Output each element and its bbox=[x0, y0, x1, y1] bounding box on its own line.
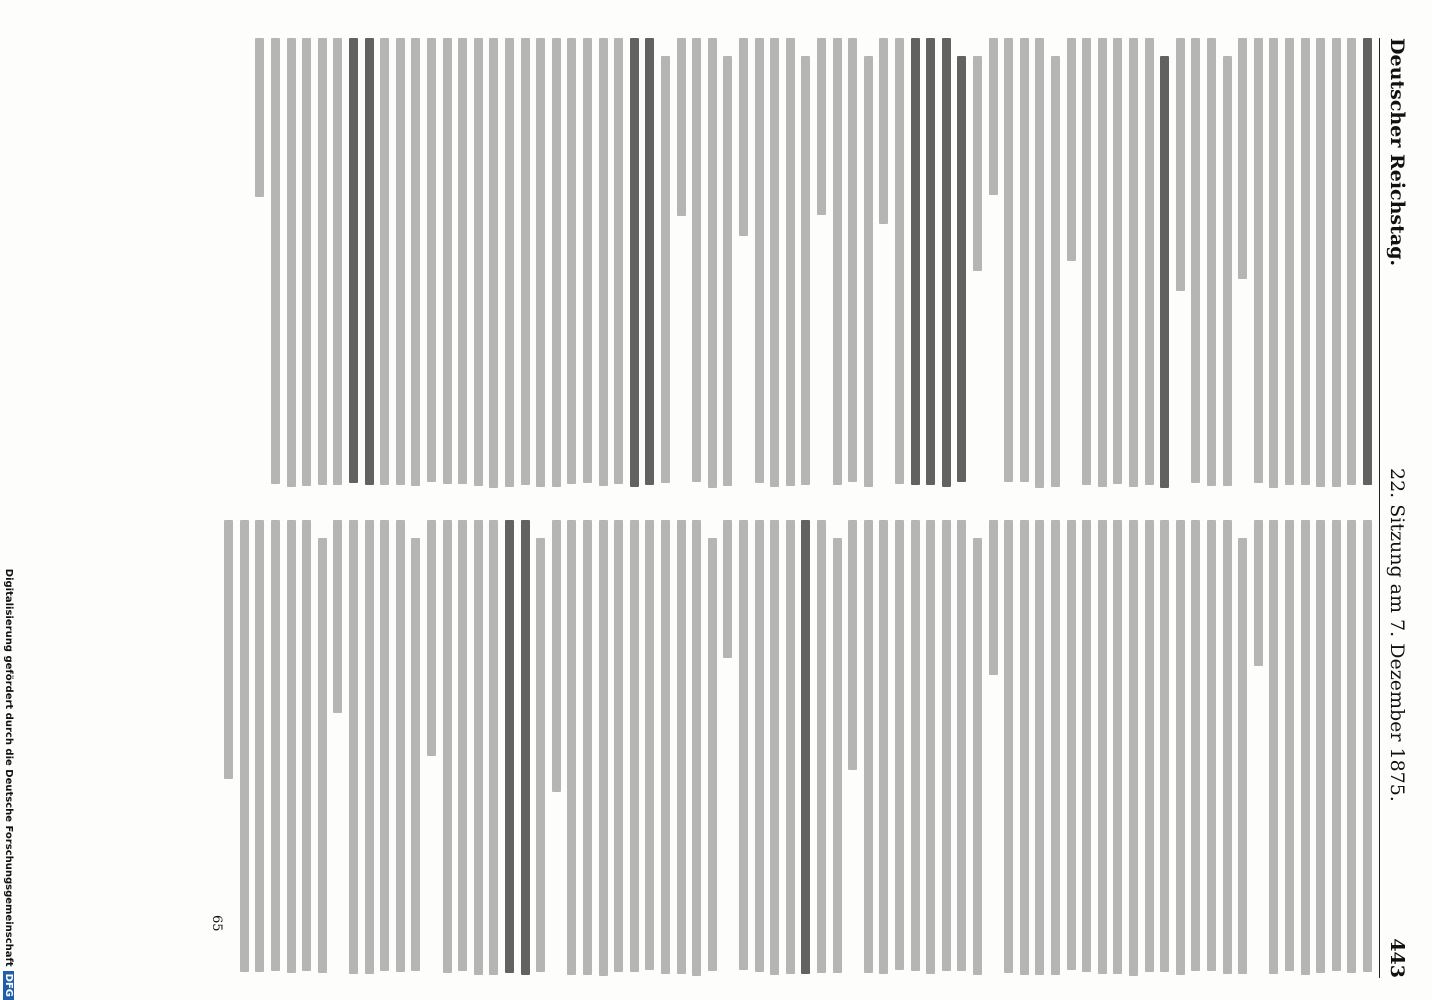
text-line bbox=[489, 38, 498, 488]
text-line bbox=[1035, 38, 1044, 488]
text-line bbox=[396, 38, 405, 485]
text-line bbox=[723, 520, 732, 658]
signature-mark: 65 bbox=[209, 915, 224, 932]
text-line bbox=[848, 38, 857, 482]
text-line bbox=[879, 520, 888, 974]
text-line bbox=[1129, 38, 1138, 487]
text-line bbox=[474, 520, 483, 975]
text-line bbox=[349, 520, 358, 974]
text-column-left bbox=[222, 38, 1372, 488]
text-line bbox=[973, 538, 982, 975]
text-line bbox=[1067, 38, 1076, 261]
text-line bbox=[599, 520, 608, 976]
text-line bbox=[255, 520, 264, 972]
text-line bbox=[1082, 520, 1091, 972]
text-line bbox=[1207, 38, 1216, 486]
text-line bbox=[926, 520, 935, 974]
digitization-notice bbox=[2, 0, 14, 1000]
text-line bbox=[1254, 520, 1263, 666]
text-line bbox=[739, 38, 748, 236]
text-line bbox=[1098, 520, 1107, 974]
text-line bbox=[318, 38, 327, 485]
text-line bbox=[879, 38, 888, 224]
text-line bbox=[973, 56, 982, 271]
text-line bbox=[801, 520, 810, 974]
text-line bbox=[427, 520, 436, 756]
text-line bbox=[911, 38, 920, 485]
text-line bbox=[271, 520, 280, 971]
text-line bbox=[661, 56, 670, 483]
text-line bbox=[333, 38, 342, 485]
text-line bbox=[957, 520, 966, 971]
text-line bbox=[786, 38, 795, 486]
text-line bbox=[1316, 38, 1325, 487]
text-line bbox=[1191, 38, 1200, 483]
text-line bbox=[443, 38, 452, 484]
text-line bbox=[708, 538, 717, 971]
text-line bbox=[271, 38, 280, 484]
text-line bbox=[1223, 520, 1232, 974]
text-line bbox=[1176, 520, 1185, 975]
text-line bbox=[739, 520, 748, 970]
text-line bbox=[677, 520, 686, 974]
text-line bbox=[1238, 538, 1247, 974]
text-line bbox=[380, 38, 389, 485]
text-line bbox=[1020, 520, 1029, 975]
text-line bbox=[942, 520, 951, 971]
text-line bbox=[692, 38, 701, 482]
text-line bbox=[942, 38, 951, 487]
text-line bbox=[989, 38, 998, 195]
text-line bbox=[287, 38, 296, 487]
text-line bbox=[1332, 520, 1341, 971]
text-line bbox=[1285, 38, 1294, 485]
text-line bbox=[801, 56, 810, 485]
text-line bbox=[521, 38, 530, 485]
text-line bbox=[1285, 520, 1294, 971]
page-header bbox=[1379, 38, 1414, 978]
text-line bbox=[895, 520, 904, 970]
text-line bbox=[1254, 38, 1263, 483]
text-line bbox=[443, 520, 452, 973]
text-column-right bbox=[222, 520, 1372, 976]
text-line bbox=[1160, 520, 1169, 972]
text-line bbox=[287, 520, 296, 973]
text-line bbox=[536, 38, 545, 487]
text-line bbox=[770, 520, 779, 975]
text-line bbox=[365, 520, 374, 974]
text-line bbox=[1160, 56, 1169, 488]
text-line bbox=[427, 38, 436, 482]
text-line bbox=[240, 520, 249, 972]
text-line bbox=[911, 520, 920, 971]
text-line bbox=[1332, 38, 1341, 487]
text-line bbox=[458, 38, 467, 484]
text-line bbox=[1301, 520, 1310, 975]
text-line bbox=[645, 520, 654, 970]
text-line bbox=[1347, 38, 1356, 485]
text-line bbox=[645, 38, 654, 485]
text-line bbox=[1145, 520, 1154, 972]
text-line bbox=[567, 520, 576, 975]
text-line bbox=[1035, 520, 1044, 975]
text-line bbox=[302, 520, 311, 971]
text-line bbox=[1363, 520, 1372, 972]
text-line bbox=[1051, 520, 1060, 975]
text-line bbox=[552, 520, 561, 792]
text-line bbox=[224, 520, 233, 779]
text-line bbox=[536, 538, 545, 972]
text-line bbox=[1191, 520, 1200, 971]
text-line bbox=[505, 38, 514, 487]
text-line bbox=[365, 38, 374, 485]
text-line bbox=[458, 520, 467, 971]
text-line bbox=[255, 38, 264, 197]
text-line bbox=[614, 520, 623, 972]
text-line bbox=[318, 538, 327, 973]
text-line bbox=[864, 56, 873, 487]
text-line bbox=[786, 520, 795, 974]
text-line bbox=[630, 38, 639, 487]
text-line bbox=[411, 538, 420, 971]
text-line bbox=[333, 520, 342, 713]
dfg-logo: DFG bbox=[3, 971, 14, 1000]
text-line bbox=[599, 38, 608, 486]
text-line bbox=[614, 38, 623, 484]
text-line bbox=[755, 520, 764, 972]
text-line bbox=[1098, 38, 1107, 487]
text-line bbox=[864, 520, 873, 973]
text-line bbox=[552, 38, 561, 487]
text-line bbox=[474, 38, 483, 486]
header-session-date: 22. Sitzung am 7. Dezember 1875. bbox=[1386, 468, 1408, 802]
text-line bbox=[989, 520, 998, 675]
text-line bbox=[380, 520, 389, 971]
text-line bbox=[630, 520, 639, 972]
text-line bbox=[521, 520, 530, 975]
text-line bbox=[1301, 38, 1310, 485]
text-line bbox=[583, 520, 592, 975]
text-line bbox=[583, 38, 592, 483]
text-line bbox=[926, 38, 935, 485]
text-line bbox=[1067, 520, 1076, 970]
header-publication-title: Deutscher Reichstag. bbox=[1386, 38, 1408, 267]
text-line bbox=[567, 38, 576, 484]
text-line bbox=[1113, 38, 1122, 484]
text-line bbox=[661, 520, 670, 974]
text-line bbox=[1269, 520, 1278, 974]
text-line bbox=[723, 56, 732, 486]
text-line bbox=[349, 38, 358, 483]
text-line bbox=[1223, 56, 1232, 486]
page-number: 443 bbox=[1386, 938, 1408, 978]
text-line bbox=[1004, 520, 1013, 973]
text-line bbox=[489, 520, 498, 975]
text-line bbox=[833, 38, 842, 485]
text-line bbox=[396, 520, 405, 972]
text-line bbox=[1082, 38, 1091, 485]
text-line bbox=[895, 38, 904, 484]
text-line bbox=[411, 38, 420, 486]
text-line bbox=[1207, 520, 1216, 971]
text-line bbox=[1004, 38, 1013, 482]
text-line bbox=[957, 56, 966, 482]
text-line bbox=[505, 520, 514, 973]
text-line bbox=[692, 520, 701, 976]
text-line bbox=[848, 520, 857, 770]
text-line bbox=[1145, 38, 1154, 485]
text-line bbox=[755, 38, 764, 483]
text-line bbox=[1129, 520, 1138, 976]
text-line bbox=[1363, 38, 1372, 485]
text-line bbox=[302, 38, 311, 486]
text-line bbox=[833, 538, 842, 973]
text-line bbox=[677, 38, 686, 216]
text-line bbox=[1020, 38, 1029, 482]
text-line bbox=[1113, 520, 1122, 974]
text-line bbox=[1051, 56, 1060, 487]
text-line bbox=[770, 38, 779, 487]
text-line bbox=[817, 520, 826, 973]
text-line bbox=[1316, 520, 1325, 973]
text-line bbox=[708, 38, 717, 488]
text-line bbox=[1176, 38, 1185, 291]
text-line bbox=[817, 38, 826, 215]
text-line bbox=[1269, 38, 1278, 488]
digitization-notice-text: Digitalisierung gefördert durch die Deutsche Forschungsgemeinschaft bbox=[3, 568, 14, 967]
text-line bbox=[1238, 38, 1247, 279]
text-line bbox=[1347, 520, 1356, 973]
